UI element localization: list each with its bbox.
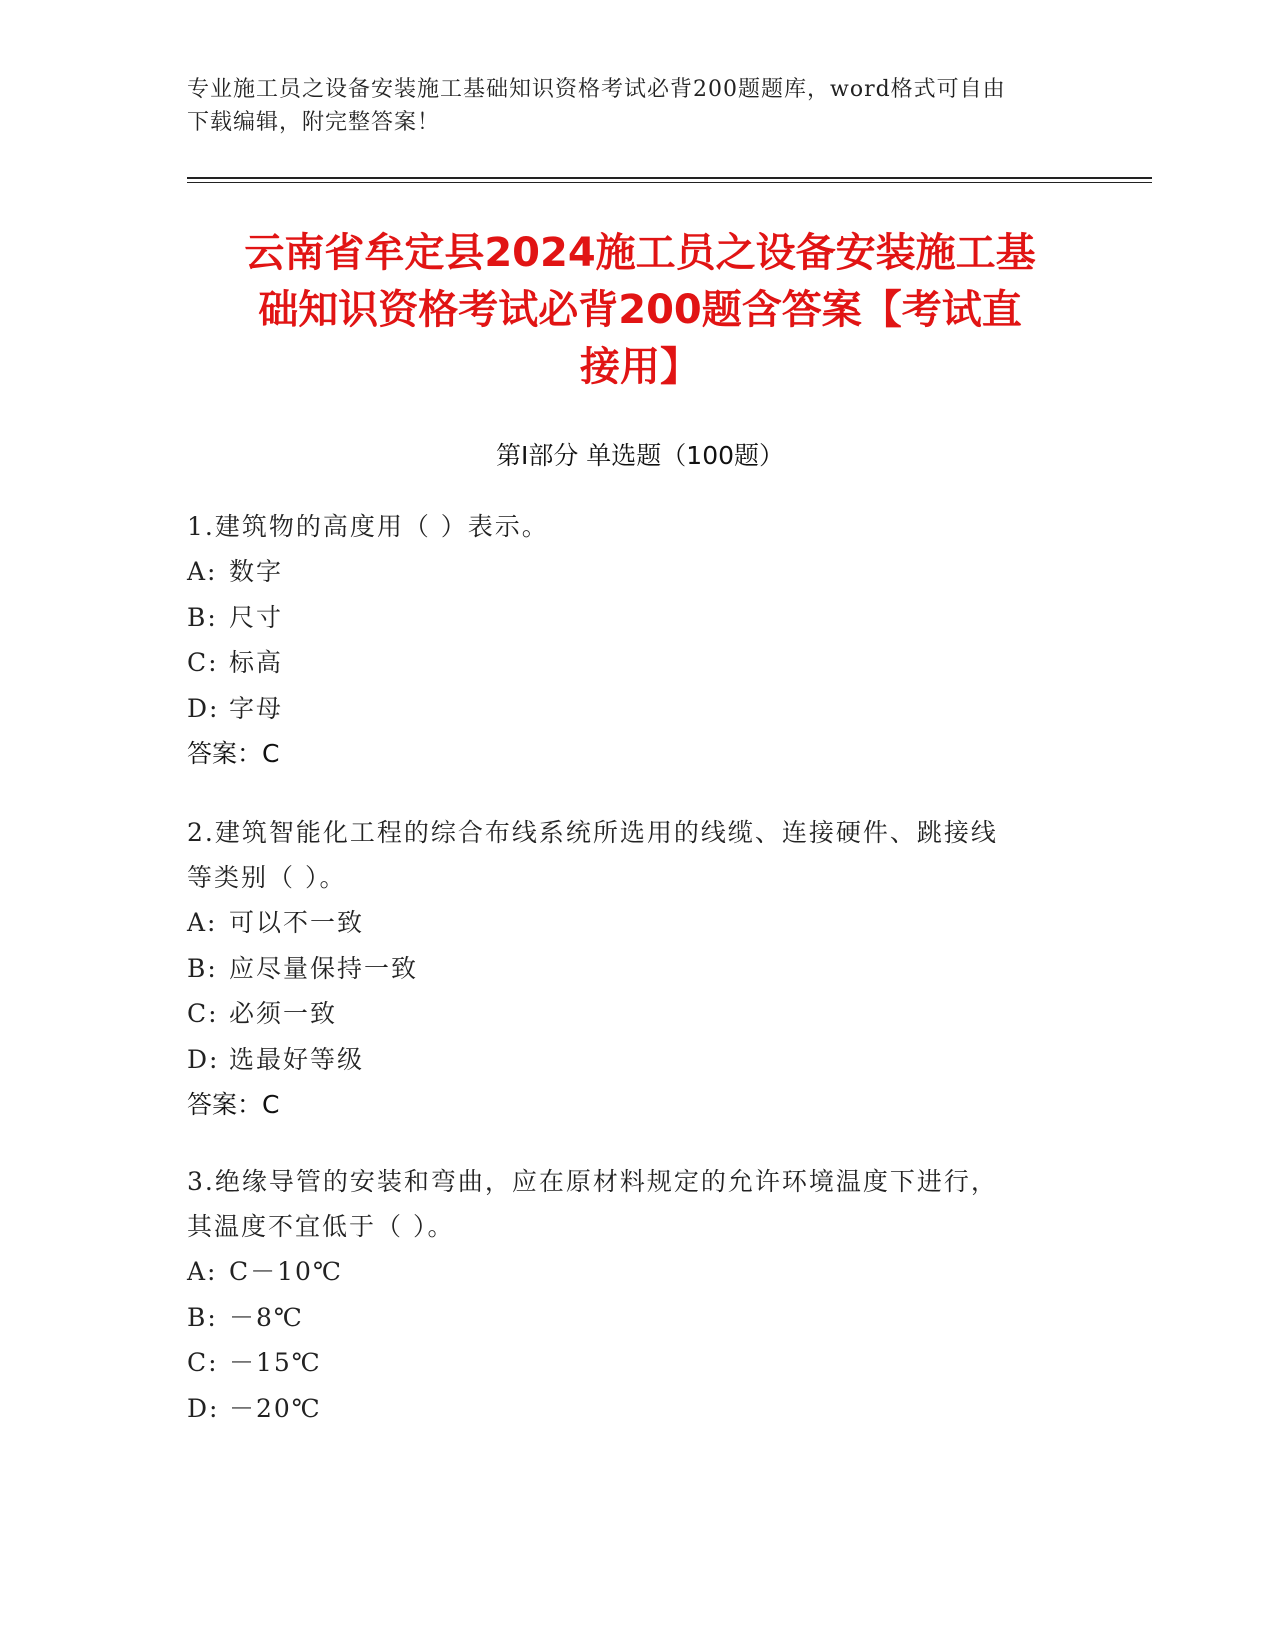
header-line-2: 下载编辑，附完整答案！ [187, 110, 441, 135]
option-d [187, 1037, 1067, 1083]
question-stem: 1.建筑物的高度用（ ）表示。 [187, 512, 549, 541]
question-stem-line-1: 3.绝缘导管的安装和弯曲，应在原材料规定的允许环境温度下进行， [187, 1167, 998, 1196]
option-key: B: [187, 953, 218, 983]
option-key: A: [187, 1257, 218, 1286]
option-text: 尺寸 [229, 602, 284, 632]
page-header [187, 73, 1067, 139]
option-key: B: [187, 602, 218, 632]
option-text: C－10℃ [229, 1257, 343, 1286]
question-1 [187, 504, 1067, 776]
option-text: 标高 [229, 648, 284, 677]
option-key: D: [187, 1044, 220, 1074]
option-a [187, 1249, 1067, 1295]
option-c [187, 640, 1067, 686]
option-key: C: [187, 1348, 219, 1377]
header-rule-thin [187, 182, 1152, 183]
question-stem-line-2: 其温度不宜低于（ ）。 [187, 1212, 455, 1241]
option-key: C: [187, 648, 219, 677]
option-b [187, 1295, 1067, 1341]
option-key: A: [187, 908, 218, 937]
question-3 [187, 1159, 1067, 1431]
option-text: 数字 [229, 557, 284, 586]
option-key: B: [187, 1302, 218, 1332]
option-d [187, 1386, 1067, 1432]
option-key: A: [187, 557, 218, 586]
option-key: D: [187, 1393, 220, 1423]
option-text: 应尽量保持一致 [229, 953, 419, 983]
option-text: －15℃ [229, 1348, 322, 1377]
option-text: 必须一致 [229, 999, 338, 1028]
section-heading: 第Ⅰ部分 单选题（100题） [495, 441, 785, 470]
option-key: C: [187, 999, 219, 1028]
option-a [187, 549, 1067, 595]
question-stem-line-1: 2.建筑智能化工程的综合布线系统所选用的线缆、连接硬件、跳接线 [187, 818, 998, 847]
option-c [187, 991, 1067, 1037]
title-line-3: 接用】 [580, 344, 700, 390]
answer-line: 答案：C [187, 1090, 280, 1119]
question-stem-line-2: 等类别（ ）。 [187, 863, 347, 892]
option-c [187, 1340, 1067, 1386]
option-b [187, 946, 1067, 992]
option-a [187, 900, 1067, 946]
option-text: －20℃ [229, 1393, 322, 1423]
option-key: D: [187, 693, 220, 723]
option-b [187, 595, 1067, 641]
title-line-2: 础知识资格考试必背200题含答案【考试直 [258, 287, 1022, 333]
header-rule-thick [187, 177, 1152, 179]
option-text: －8℃ [229, 1302, 304, 1332]
option-text: 可以不一致 [229, 908, 365, 937]
option-d [187, 686, 1067, 732]
answer-line: 答案：C [187, 739, 280, 768]
title-line-1: 云南省牟定县2024施工员之设备安装施工基 [244, 230, 1036, 276]
option-text: 字母 [229, 693, 284, 723]
option-text: 选最好等级 [229, 1044, 365, 1074]
document-title [190, 225, 1090, 396]
header-line-1: 专业施工员之设备安装施工基础知识资格考试必背200题题库，word格式可自由 [187, 77, 1006, 102]
question-2 [187, 810, 1067, 1127]
